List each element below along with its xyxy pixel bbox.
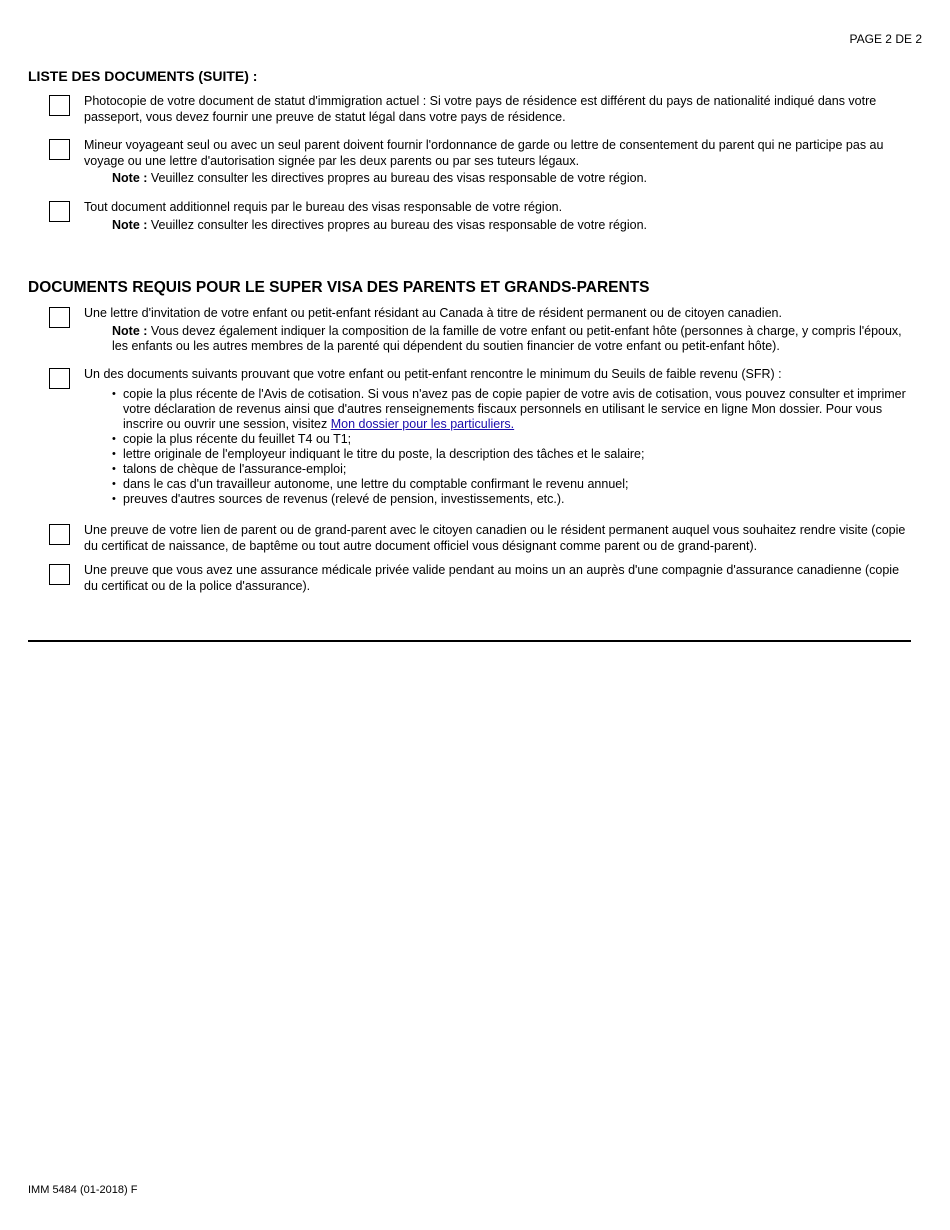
checkbox-additional-document[interactable] <box>49 201 70 222</box>
list-item: • copie la plus récente du feuillet T4 ou T1; <box>112 432 914 447</box>
list-item: • dans le cas d'un travailleur autonome, une lettre du comptable confirmant le revenu annuel; <box>112 477 914 492</box>
checkbox-income-proof[interactable] <box>49 368 70 389</box>
item-invitation-letter <box>84 306 914 355</box>
list-item: • talons de chèque de l'assurance-emploi; <box>112 462 914 477</box>
checkbox-immigration-status[interactable] <box>49 95 70 116</box>
page-number: PAGE 2 DE 2 <box>849 32 922 46</box>
item-text: Photocopie de votre document de statut d'immigration actuel : Si votre pays de résidence est différent du pays de nationalité indiqué dans votre passeport, vous devez fournir une preuve de statut légal dans votre pays de résidence. <box>84 94 877 124</box>
note-text: Veuillez consulter les directives propres au bureau des visas responsable de votre région. <box>147 217 648 232</box>
note-label: Note : <box>112 217 148 232</box>
note <box>112 324 914 355</box>
checkbox-relationship-proof[interactable] <box>49 524 70 545</box>
income-proof-list <box>112 387 914 507</box>
item-income-proof <box>84 367 914 507</box>
list-item <box>112 387 914 432</box>
item-additional-document <box>84 200 914 233</box>
item-immigration-status <box>84 94 914 125</box>
divider-line <box>28 640 911 642</box>
item-minor-travel <box>84 138 914 187</box>
checkbox-minor-travel[interactable] <box>49 139 70 160</box>
item-text: Une lettre d'invitation de votre enfant ou petit-enfant résidant au Canada à titre de résident permanent ou de citoyen canadien. <box>84 306 782 320</box>
note-text: Veuillez consulter les directives propres au bureau des visas responsable de votre région. <box>147 171 648 185</box>
item-text: Mineur voyageant seul ou avec un seul parent doivent fournir l'ordonnance de garde ou lettre de consentement du parent qui ne participe pas au voyage ou une lettre d'autorisation signée par les deux parents ou par ses tuteurs légaux. <box>84 138 884 168</box>
item-text: Une preuve que vous avez une assurance médicale privée valide pendant au moins un an auprès d'une compagnie d'assurance canadienne (copie du certificat ou de la police d'assurance). <box>84 563 900 593</box>
checkbox-medical-insurance[interactable] <box>49 564 70 585</box>
item-relationship-proof <box>84 523 914 554</box>
form-number: IMM 5484 (01-2018) F <box>28 1184 138 1196</box>
list-item: • lettre originale de l'employeur indiquant le titre du poste, la description des tâches et le salaire; <box>112 447 914 462</box>
note <box>112 171 914 187</box>
section-title-documents-list: LISTE DES DOCUMENTS (SUITE) : <box>28 68 258 84</box>
note-label: Note : <box>112 171 148 185</box>
mon-dossier-link[interactable]: Mon dossier pour les particuliers. <box>330 416 515 431</box>
note-text: Vous devez également indiquer la composition de la famille de votre enfant ou petit-enfant hôte (personnes à charge, y compris l'époux, les enfants ou les autres membres de la parenté qui dépendent du soutien financier de votre enfant ou petit-enfant hôte). <box>112 323 902 353</box>
section-title-super-visa: DOCUMENTS REQUIS POUR LE SUPER VISA DES PARENTS ET GRANDS-PARENTS <box>28 279 650 296</box>
item-text: Une preuve de votre lien de parent ou de grand-parent avec le citoyen canadien ou le résident permanent auquel vous souhaitez rendre visite (copie du certificat de naissance, de baptême ou tout autre document officiel vous désignant comme parent ou de grand-parent). <box>84 523 906 553</box>
item-text: Un des documents suivants prouvant que votre enfant ou petit-enfant rencontre le minimum du Seuils de faible revenu (SFR) : <box>84 367 782 381</box>
list-item: • preuves d'autres sources de revenus (relevé de pension, investissements, etc.). <box>112 492 914 507</box>
note <box>112 218 914 234</box>
item-text: Tout document additionnel requis par le bureau des visas responsable de votre région. <box>84 200 563 214</box>
bullet-text: copie la plus récente de l'Avis de cotisation. Si vous n'avez pas de copie papier de votre avis de cotisation, vous pouvez consulter et imprimer votre déclaration de revenus ainsi que d'autres renseignements fiscaux personnels en utilisant le service en ligne Mon dossier. Pour vous inscrire ou ouvrir une session, visitez <box>123 386 906 431</box>
note-label: Note : <box>112 323 148 338</box>
item-medical-insurance <box>84 563 914 594</box>
checkbox-invitation-letter[interactable] <box>49 307 70 328</box>
